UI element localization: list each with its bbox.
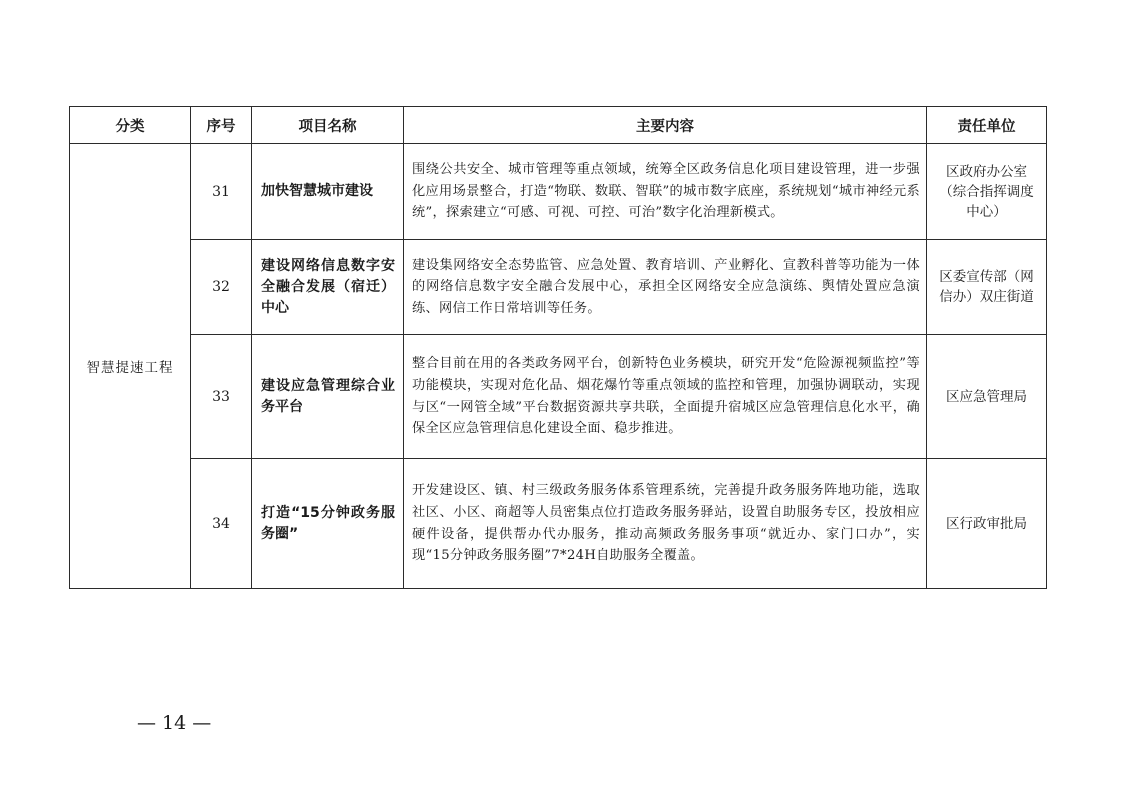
responsible-unit: 区应急管理局 [927,335,1047,459]
project-content: 整合目前在用的各类政务网平台，创新特色业务模块，研究开发“危险源视频监控”等功能模块，实现对危化品、烟花爆竹等重点领域的监控和管理，加强协调联动，实现与区“一网管全域”平台数据资源共享共联，全面提升宿城区应急管理信息化水平，确保全区应急管理信息化建设全面、稳步推进。 [404,335,927,459]
header-unit: 责任单位 [927,107,1047,144]
page-number: — 14 — [137,712,212,734]
project-table [69,106,1047,589]
responsible-unit: 区行政审批局 [927,459,1047,589]
row-number: 32 [191,240,252,335]
project-name: 建设应急管理综合业务平台 [252,335,404,459]
table-header-row [70,107,1047,144]
table-row [70,335,1047,459]
responsible-unit: 区政府办公室（综合指挥调度中心） [927,144,1047,240]
header-number: 序号 [191,107,252,144]
row-number: 31 [191,144,252,240]
header-name: 项目名称 [252,107,404,144]
responsible-unit: 区委宣传部（网信办）双庄街道 [927,240,1047,335]
project-name: 打造“15分钟政务服务圈” [252,459,404,589]
row-number: 33 [191,335,252,459]
table-row [70,459,1047,589]
project-content: 建设集网络安全态势监管、应急处置、教育培训、产业孵化、宣教科普等功能为一体的网络信息数字安全融合发展中心，承担全区网络安全应急演练、舆情处置应急演练、网信工作日常培训等任务。 [404,240,927,335]
project-content: 围绕公共安全、城市管理等重点领域，统筹全区政务信息化项目建设管理，进一步强化应用场景整合，打造“物联、数联、智联”的城市数字底座，系统规划“城市神经元系统”，探索建立“可感、可视、可控、可治”数字化治理新模式。 [404,144,927,240]
row-number: 34 [191,459,252,589]
header-category: 分类 [70,107,191,144]
project-name: 建设网络信息数字安全融合发展（宿迁）中心 [252,240,404,335]
header-content: 主要内容 [404,107,927,144]
project-name: 加快智慧城市建设 [252,144,404,240]
table-row [70,144,1047,240]
table-row [70,240,1047,335]
project-content: 开发建设区、镇、村三级政务服务体系管理系统，完善提升政务服务阵地功能，选取社区、小区、商超等人员密集点位打造政务服务驿站，设置自助服务专区，投放相应硬件设备，提供帮办代办服务，推动高频政务服务事项“就近办、家门口办”，实现“15分钟政务服务圈”7*24H自助服务全覆盖。 [404,459,927,589]
category-cell: 智慧提速工程 [70,144,191,589]
